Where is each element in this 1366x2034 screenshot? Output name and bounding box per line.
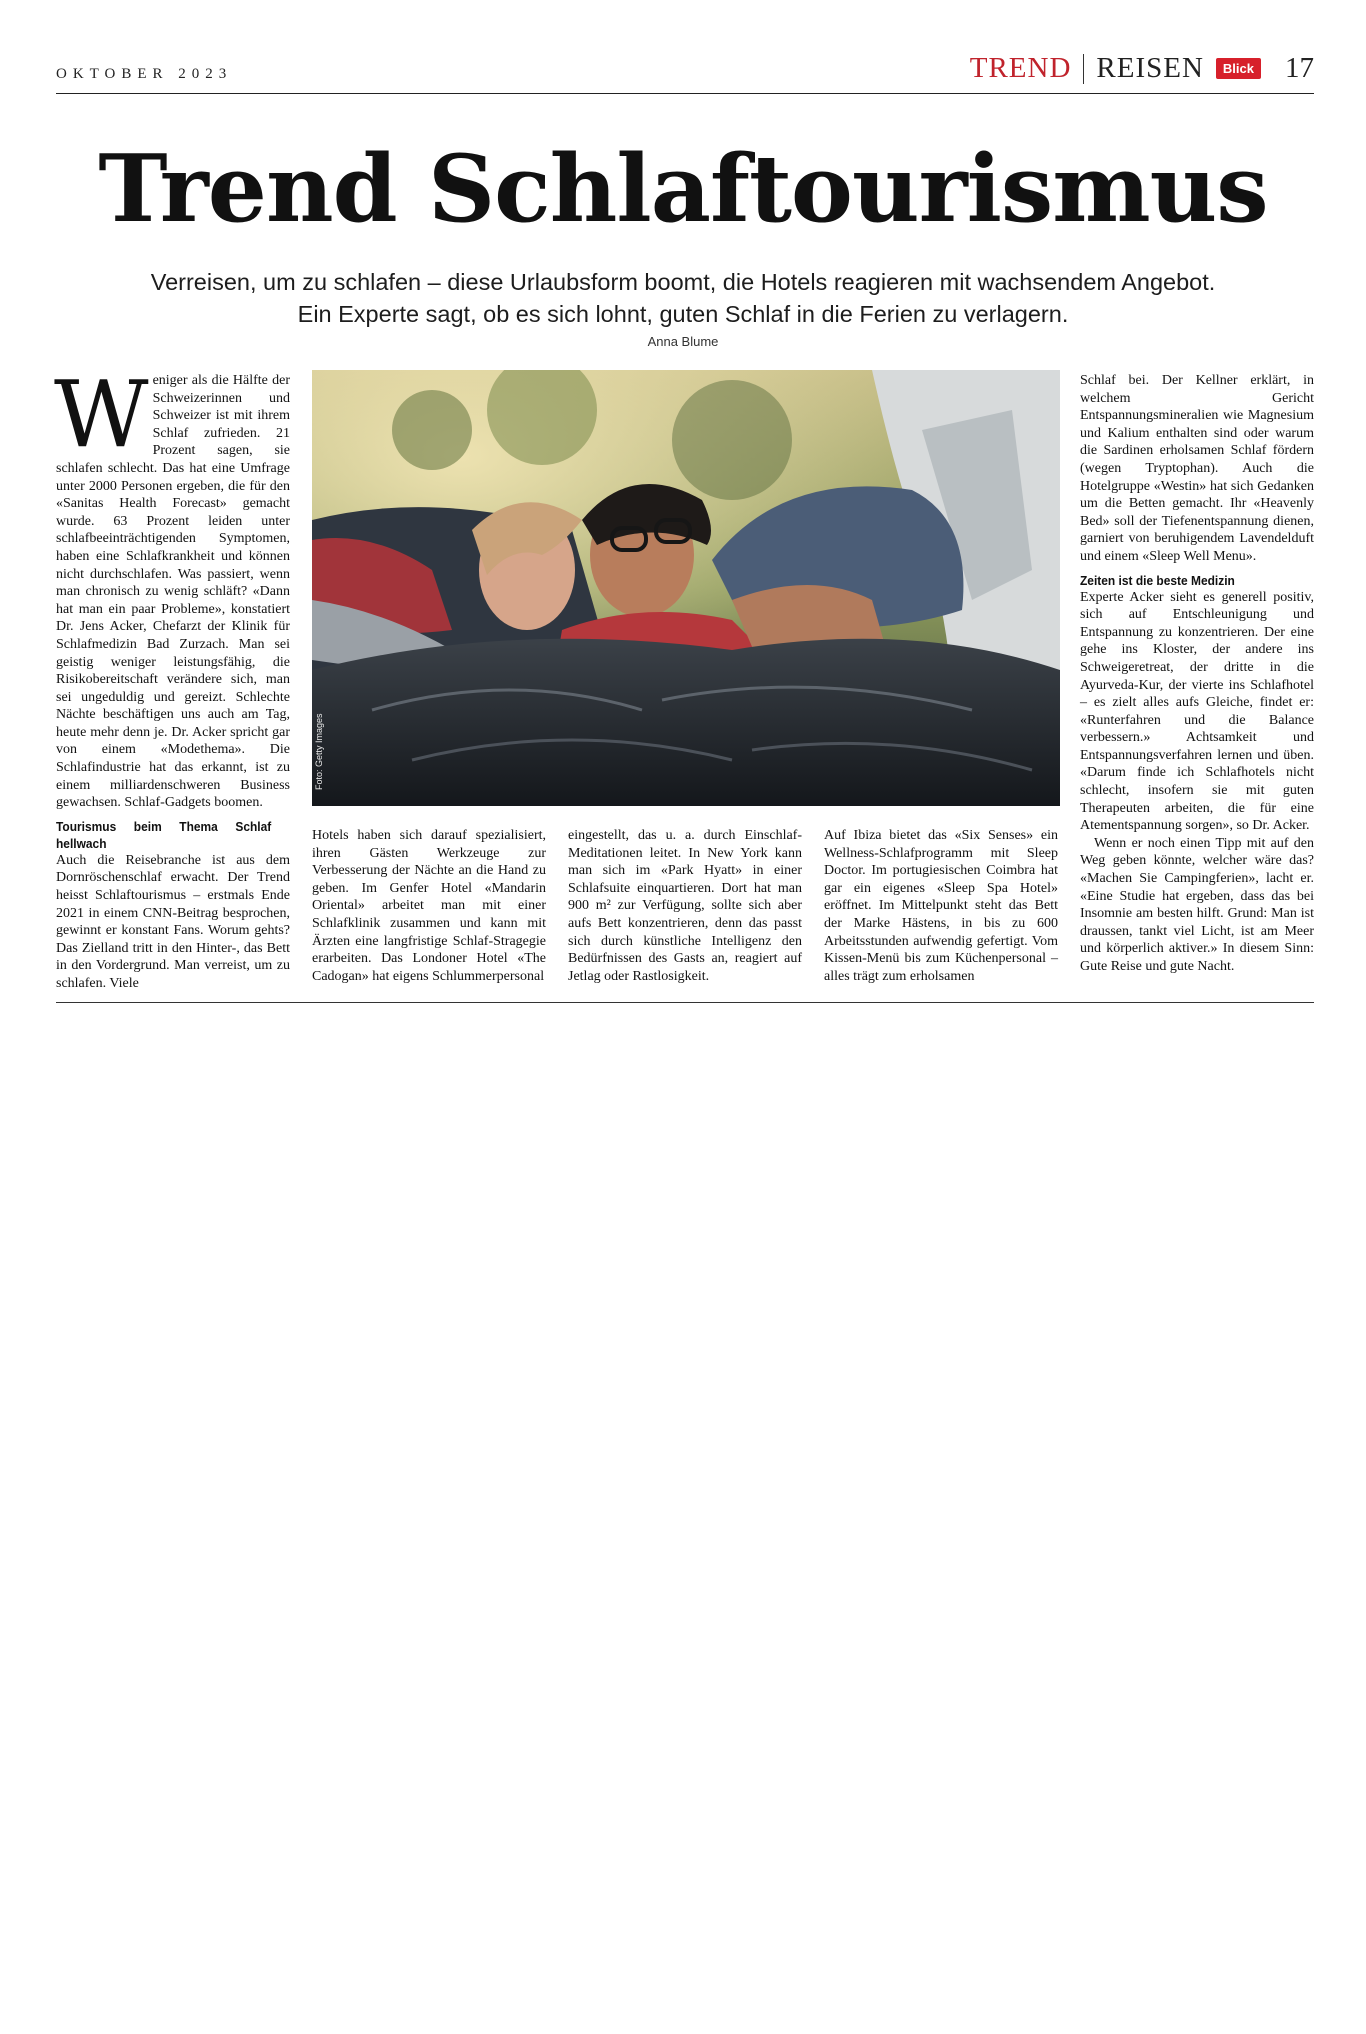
dropcap-letter: W [54,361,149,468]
paragraph-ibiza: Auf Ibiza bietet das «Six Senses» ein Wellness-Schlafprogramm mit Sleep Doctor. Im portugiesischen Coimbra hat gar ein eigenes «Sleep Spa Hotel» eröffnet. Im Mittelpunkt steht das Bett der Marke Hästens, in bis zu 600 Arbeitsstunden aufwendig gefertigt. Vom Kissen-Menü bis zum Küchenpersonal – alles trägt zum erholsamen [824,828,1058,984]
column-3 [568,827,802,985]
paragraph-new-york: eingestellt, das u. a. durch Einschlaf-Meditationen leitet. In New York kann man sich im «Park Hyatt» in einer Schlafsuite einquartieren. Dort hat man 900 m² zur Verfügung, sollte sich aber aufs Bett konzentrieren, denn das passt sich durch künstliche Intelligenz den Bedürfnissen des Gasts an, reagiert auf Jetlag oder Rastlosigkeit. [568,828,802,984]
photo-credit: Foto: Getty Images [314,713,324,790]
subhead-tourismus: Tourismus beim Thema Schlaf hellwach [56,818,272,851]
article-photo [312,370,1060,806]
column-2 [312,827,546,985]
column-5 [1080,372,1314,976]
header-rule [56,93,1314,94]
column-1 [54,361,290,993]
paragraph-hotels: Hotels haben sich darauf spezialisiert, ihren Gästen Werkzeuge zur Verbesserung der Nächte an die Hand zu geben. Im Genfer Hotel «Mandarin Oriental» arbeitet man mit einer Schlafklinik zusammen und kann mit Ärzten eine langfristige Schlaf-Stragegie erarbeiten. Das Londoner Hotel «The Cadogan» hat eigens Schlummerpersonal [312,828,546,984]
paragraph-westin: Schlaf bei. Der Kellner erklärt, in welchem Gericht Entspannungsmineralien wie Magnesium und Kalium enthalten sind oder warum die Sardinen erholsamen Schlaf fördern (wegen Tryptophan). Auch die Hotelgruppe «Westin» hat sich Gedanken um die Betten gemacht. Ihr «Heavenly Bed» soll der Tiefenentspannung dienen, garniert von beruhigendem Lavendelduft und einem «Sleep Well Menu». [1080,373,1314,564]
intro-paragraph [54,361,290,812]
section-divider [1083,54,1084,84]
sleeping-couple-photo [312,370,1060,806]
footer-rule [56,1002,1314,1003]
article-standfirst: Verreisen, um zu schlafen – diese Urlaubsform boomt, die Hotels reagieren mit wachsendem Angebot. Ein Experte sagt, ob es sich lohnt, guten Schlaf in die Ferien zu verlagern. [150,269,1216,327]
paragraph-reisebranche: Auch die Reisebranche ist aus dem Dornröschenschlaf erwacht. Der Trend heisst Schlaftourismus – erstmals Ende 2021 in einem CNN-Beitrag besprochen, gewinnt er konstant Fans. Worum gehts? Das Zielland tritt in den Hinter-, das Bett in den Vordergrund. Man verreist, um zu schlafen. Viele [56,852,290,991]
article-headline: Trend Schlaftourismus [98,134,1268,243]
section-label: TREND [969,52,1072,84]
section-header [970,52,1314,85]
intro-text: eniger als die Hälfte der Schweizerinnen und Schweizer ist mit ihrem Schlaf zufrieden. 21 Prozent sagen, sie schlafen schlecht. Das hat eine Umfrage unter 2000 Personen ergeben, die für den «Sanitas Health Forecast» gemacht wurde. 63 Prozent leiden unter schlafbeeinträchtigenden Symptomen, haben eine Schlafkrankheit und können nicht durchschlafen. Was passiert, wenn man chronisch zu wenig schläft? «Dann hat man ein paar Probleme», konstatiert Dr. Jens Acker, Chefarzt der Klinik für Schlafmedizin Bad Zurzach. Man sei geistig weniger leistungsfähig, die Risikobereitschaft verändere sich, man sei ungeduldig und gereizt. Schlechte Nächte beschäftigen uns auch am Tag, heute mehr denn je. Dr. Acker spricht gar von einem «Modethema». Die Schlafindustrie hat das erkannt, ist zu einem milliardenschweren Business gewachsen. Schlaf-Gadgets boomen. [56,373,290,811]
column-4 [824,827,1058,985]
page-number: 17 [1285,52,1314,84]
blick-logo: Blick [1216,58,1261,79]
author-byline: Anna Blume [647,334,719,349]
issue-date: OKTOBER 2023 [56,66,233,82]
paragraph-tipp: Wenn er noch einen Tipp mit auf den Weg geben könnte, welcher wäre das? «Machen Sie Campingferien», lacht er. «Eine Studie hat ergeben, dass das bei Insomnie am besten hilft. Grund: Man ist draussen, tankt viel Licht, ist am Meer und körperlich aktiver.» In diesem Sinn: Gute Reise und gute Nacht. [1080,835,1314,974]
paragraph-experte: Experte Acker sieht es generell positiv, sich auf Entschleunigung und Entspannung zu konzentrieren. Der eine gehe ins Kloster, der andere ins Schweigeretreat, der dritte in die Ayurveda-Kur, der vierte ins Schlafhotel – es zielt alles aufs Gleiche, findet er: «Runterfahren und die Balance verbessern.» Achtsamkeit und Entspannungsverfahren lernen und üben. «Darum finde ich Schlafhotels nicht schlecht, insofern sie mit guten Therapeuten arbeiten, die für eine Atementspannung sorgen», so Dr. Acker. [1080,589,1314,834]
subhead-medizin: Zeiten ist die beste Medizin [1080,572,1235,588]
subsection-label: REISEN [1096,52,1204,84]
